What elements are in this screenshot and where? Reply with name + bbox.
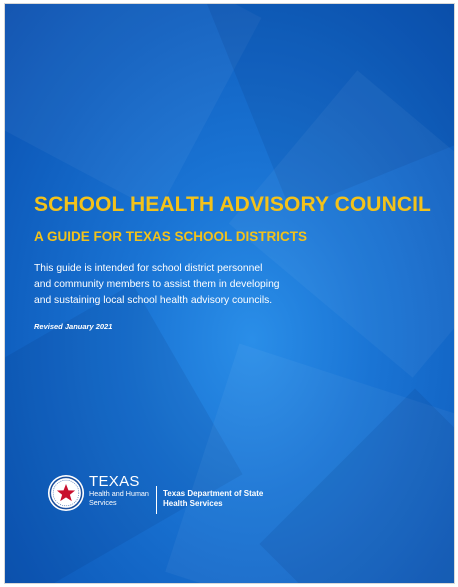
hhs-logo-text — [89, 474, 149, 507]
intro-paragraph — [34, 261, 334, 309]
logo-divider — [156, 486, 157, 514]
hhs-agency-line: Health and Human — [89, 489, 149, 498]
dshs-agency-line: Health Services — [163, 499, 223, 508]
document-title: SCHOOL HEALTH ADVISORY COUNCIL — [34, 193, 431, 216]
intro-line: and sustaining local school health advisory councils. — [34, 295, 273, 306]
intro-line: This guide is intended for school district personnel — [34, 263, 263, 274]
revision-date: Revised January 2021 — [34, 322, 113, 331]
document-subtitle: A GUIDE FOR TEXAS SCHOOL DISTRICTS — [34, 229, 308, 244]
dshs-agency-line: Texas Department of State — [163, 489, 264, 498]
document-cover — [5, 4, 454, 583]
dshs-logo-text — [163, 489, 263, 509]
hhs-agency-line: Services — [89, 498, 117, 507]
intro-line: and community members to assist them in developing — [34, 279, 280, 290]
texas-star-seal-icon — [47, 474, 85, 512]
hhs-state-name: TEXAS — [89, 473, 140, 490]
